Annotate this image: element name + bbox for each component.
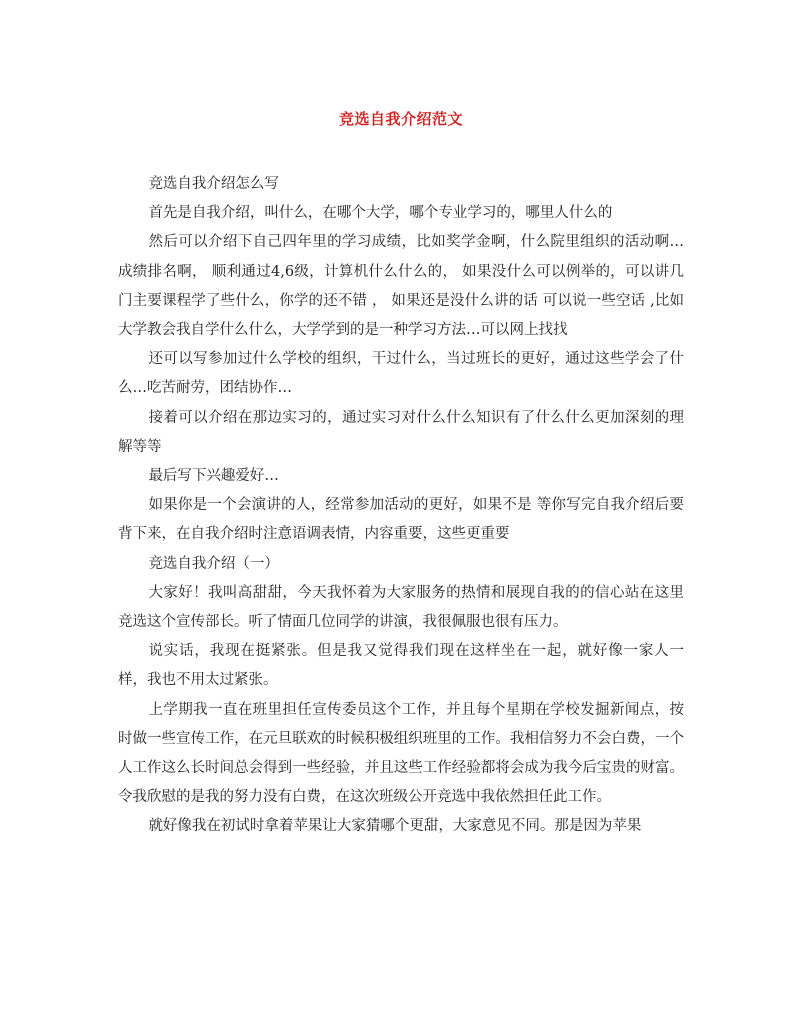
paragraph: 竞选自我介绍（一）: [148, 555, 279, 572]
paragraph: 然后可以介绍下自己四年里的学习成绩，比如奖学金啊，什么院里组织的活动啊…成绩排名啊， 顺利通过4,6级，计算机什么什么的， 如果没什么可以例举的，可以讲几门主要课程学了些什么，你学的还不错 ， 如果还是没什么讲的话 可以说一些空话 ,比如大学教会我自学什么什么，大学学到的是一种学习方法…可以网上找找: [118, 234, 684, 339]
paragraph: 如果你是一个会演讲的人，经常参加活动的更好，如果不是 等你写完自我介绍后要背下来，在自我介绍时注意语调表情，内容重要，这些更重要: [118, 497, 684, 543]
paragraph: 还可以写参加过什么学校的组织，干过什么，当过班长的更好，通过这些学会了什么…吃苦耐劳，团结协作…: [118, 351, 684, 397]
paragraph: 最后写下兴趣爱好…: [148, 468, 279, 485]
paragraph: 就好像我在初试时拿着苹果让大家猜哪个更甜，大家意见不同。那是因为苹果: [148, 818, 642, 835]
paragraph: 首先是自我介绍，叫什么，在哪个大学，哪个专业学习的，哪里人什么的: [148, 205, 613, 222]
paragraph: 上学期我一直在班里担任宣传委员这个工作，并且每个星期在学校发掘新闻点，按时做一些宣传工作，在元旦联欢的时候积极组织班里的工作。我相信努力不会白费，一个人工作这么长时间总会得到一些经验，并且这些工作经验都将会成为我今后宝贵的财富。令我欣慰的是我的努力没有白费，在这次班级公开竞选中我依然担任此工作。: [118, 701, 684, 806]
paragraph: 说实话，我现在挺紧张。但是我又觉得我们现在这样坐在一起，就好像一家人一样，我也不用太过紧张。: [118, 643, 684, 689]
document-title: 竞选自我介绍范文: [338, 110, 463, 128]
paragraph: 竞选自我介绍怎么写: [148, 176, 279, 192]
paragraph: 接着可以介绍在那边实习的，通过实习对什么什么知识有了什么什么更加深刻的理解等等: [118, 409, 684, 455]
paragraph: 大家好！我叫高甜甜，今天我怀着为大家服务的热情和展现自我的的信心站在这里竞选这个宣传部长。听了情面几位同学的讲演，我很佩服也很有压力。: [118, 584, 684, 631]
document-body: [118, 170, 684, 842]
